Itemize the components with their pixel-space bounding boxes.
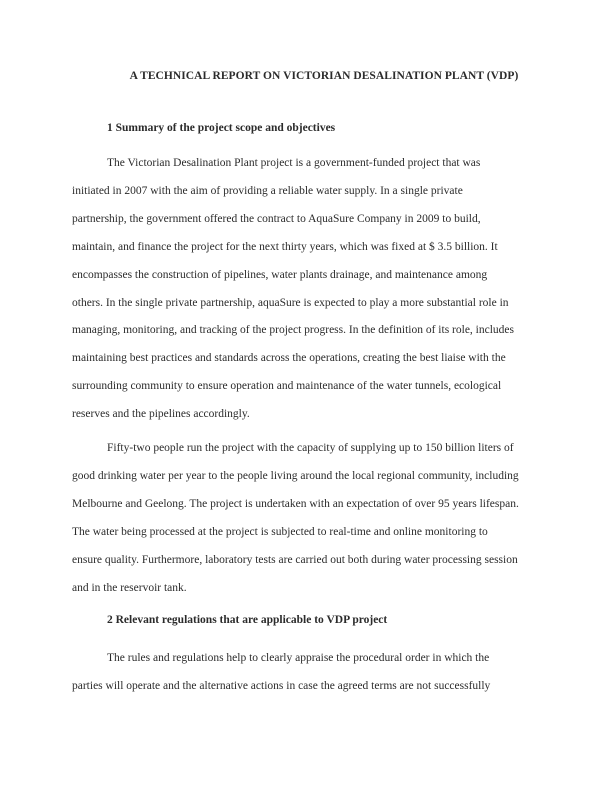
text-line: Melbourne and Geelong. The project is undertaken with an expectation of over 95 years lifespan.	[72, 497, 519, 510]
text-line: reserves and the pipelines accordingly.	[72, 408, 250, 421]
section-2-paragraph-1	[72, 645, 542, 701]
section-2-heading: 2 Relevant regulations that are applicable to VDP project	[107, 614, 388, 626]
text-line: The rules and regulations help to clearly appraise the procedural order in which the	[107, 652, 490, 664]
text-line: encompasses the construction of pipelines, water plants drainage, and maintenance among	[72, 268, 488, 281]
text-line: initiated in 2007 with the aim of providing a reliable water supply. In a single private	[72, 184, 463, 197]
text-line: ensure quality. Furthermore, laboratory tests are carried out both during water processing session	[72, 553, 518, 566]
text-line: The water being processed at the project is subjected to real-time and online monitoring to	[72, 525, 488, 538]
section-1-paragraph-1	[72, 150, 542, 429]
text-line: good drinking water per year to the people living around the local regional community, including	[72, 469, 519, 482]
text-line: surrounding community to ensure operation and maintenance of the water tunnels, ecological	[72, 380, 502, 393]
section-1-paragraph-2	[72, 435, 542, 602]
text-line: maintain, and finance the project for the next thirty years, which was fixed at $ 3.5 billion. It	[72, 240, 498, 253]
text-line: and in the reservoir tank.	[72, 581, 187, 594]
text-line: maintaining best practices and standards across the operations, creating the best liaise with the	[72, 352, 506, 365]
text-line: others. In the single private partnership, aquaSure is expected to play a more substantial role in	[72, 296, 509, 309]
text-line: managing, monitoring, and tracking of the project progress. In the definition of its role, includes	[72, 324, 515, 337]
report-title: A TECHNICAL REPORT ON VICTORIAN DESALINATION PLANT (VDP)	[129, 70, 519, 82]
text-line: partnership, the government offered the contract to AquaSure Company in 2009 to build,	[72, 212, 481, 225]
section-1-heading: 1 Summary of the project scope and objectives	[107, 122, 336, 134]
text-line: The Victorian Desalination Plant project is a government-funded project that was	[107, 157, 481, 169]
text-line: parties will operate and the alternative actions in case the agreed terms are not successfully	[72, 679, 491, 692]
text-line: Fifty-two people run the project with the capacity of supplying up to 150 billion liters of	[107, 442, 514, 454]
